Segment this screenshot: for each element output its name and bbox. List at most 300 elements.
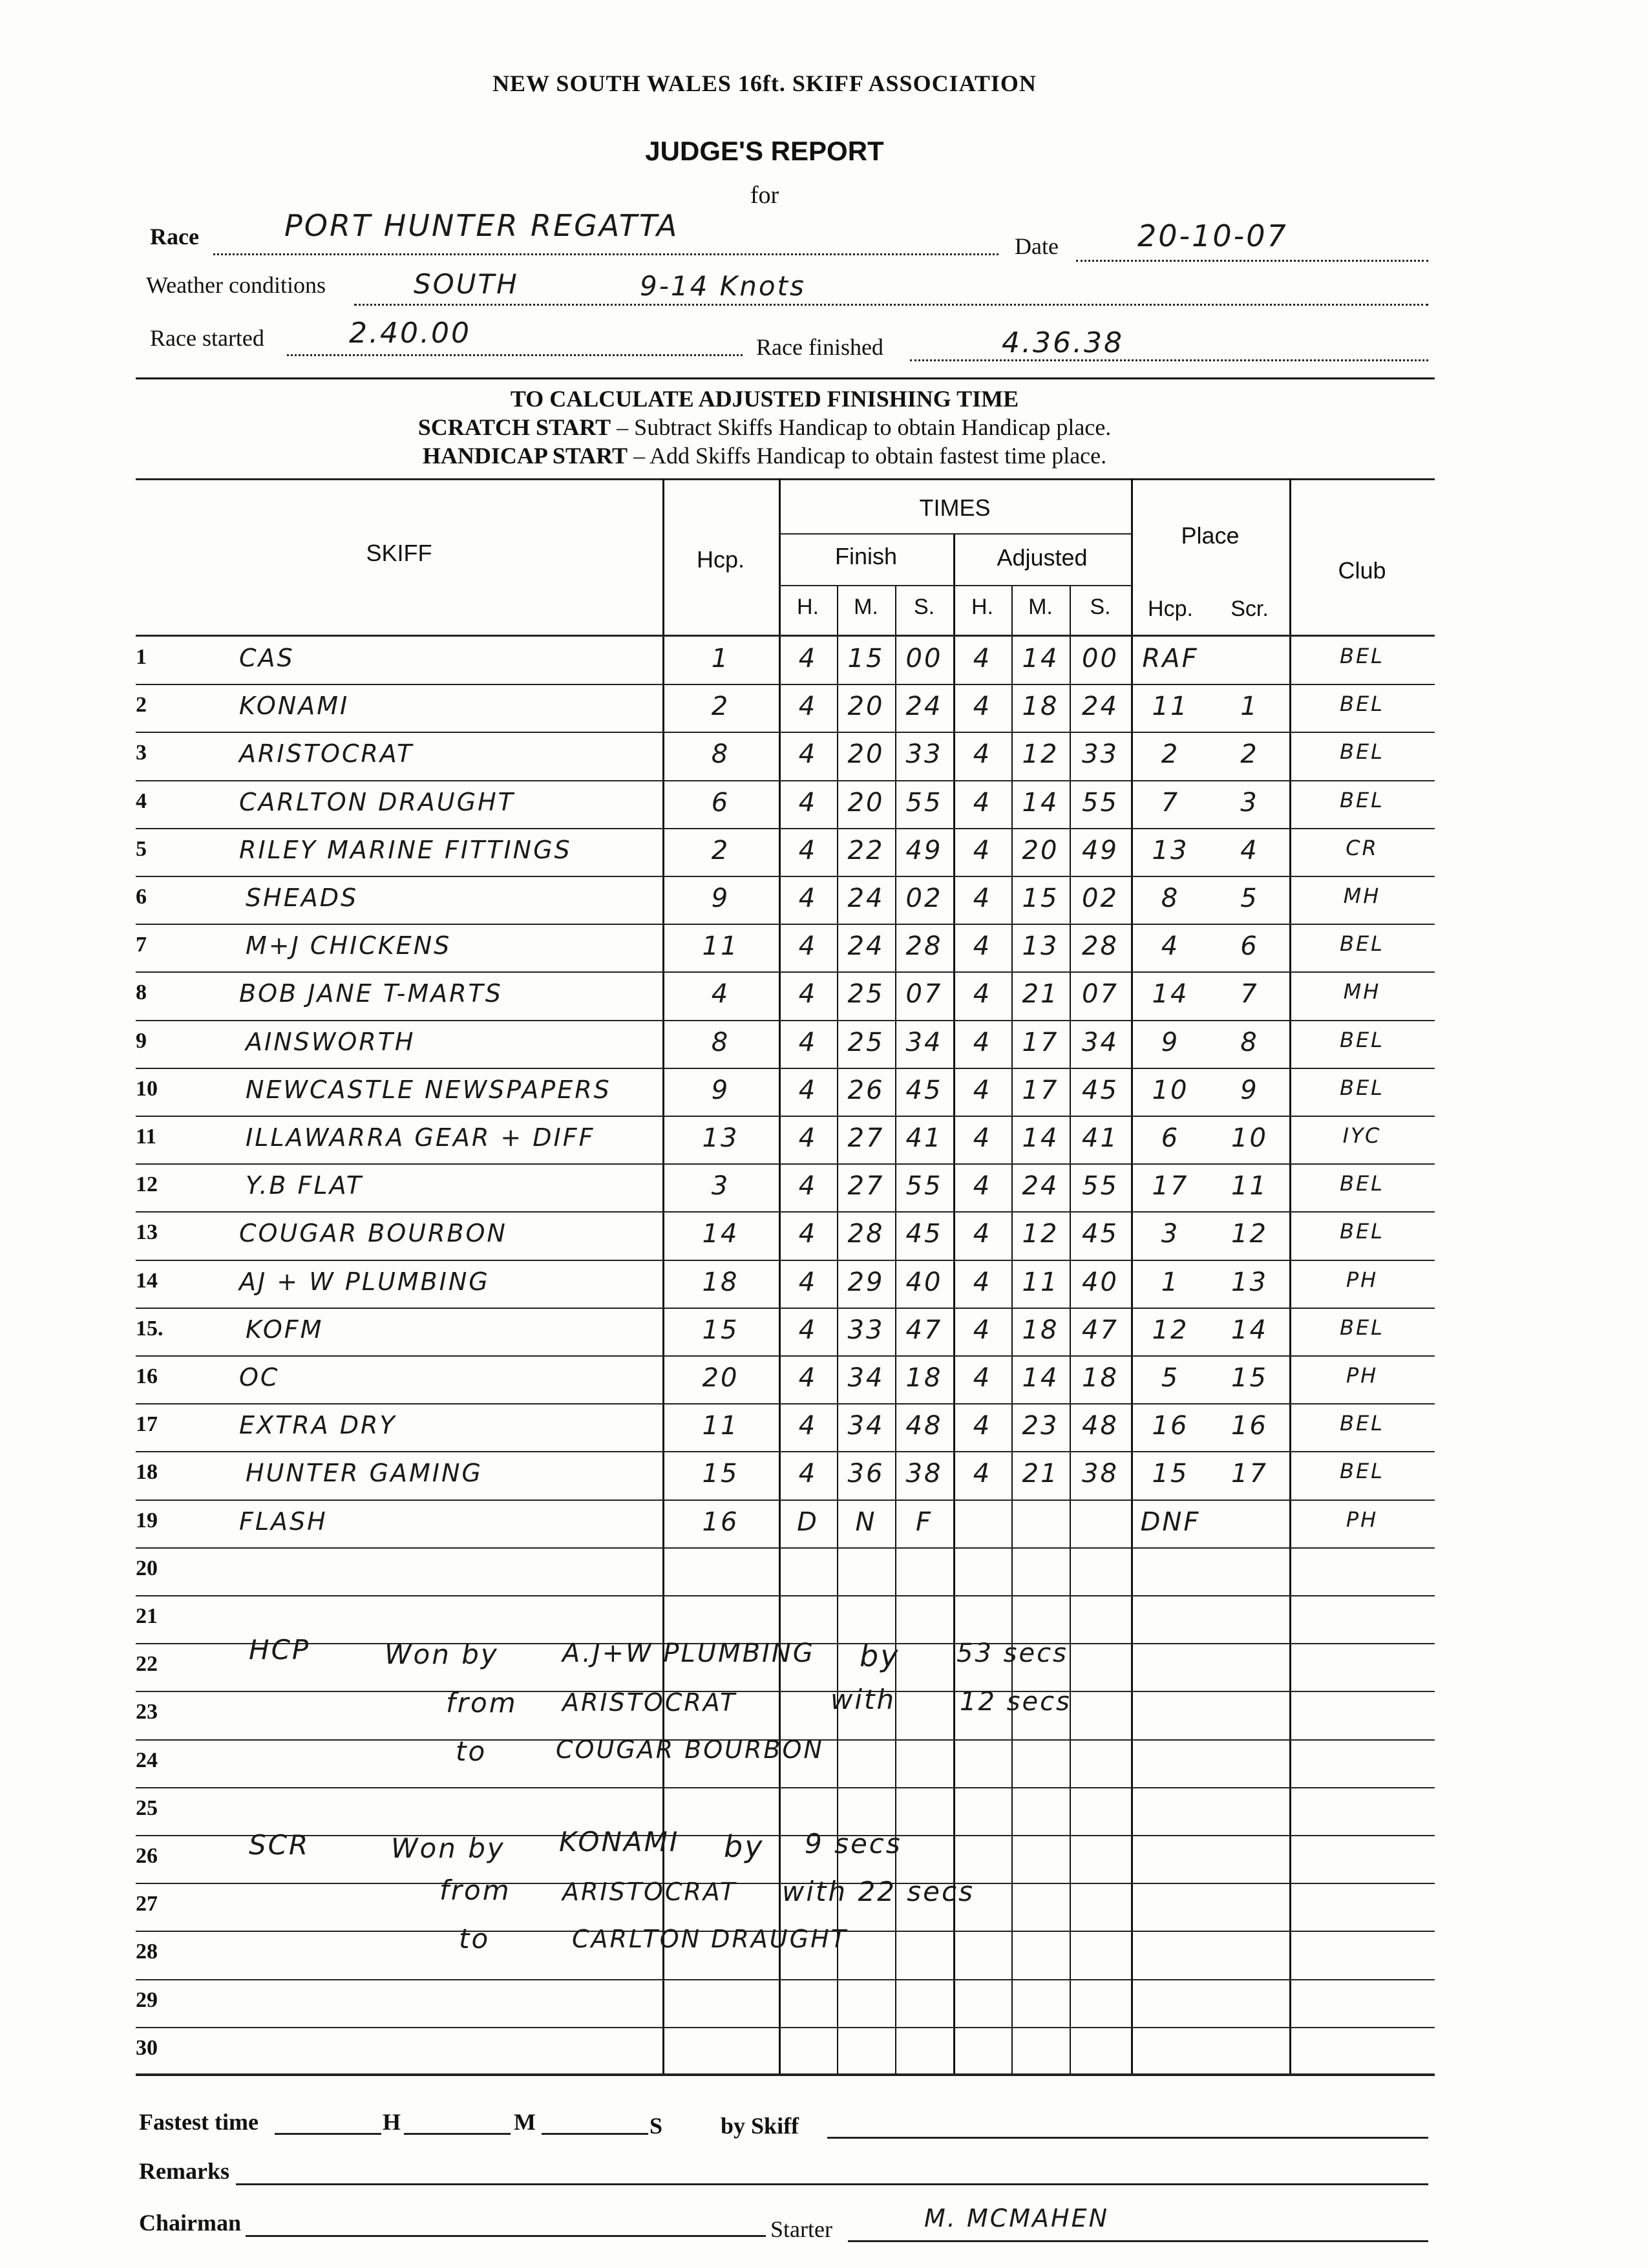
cell-ps: 15 (1231, 1363, 1268, 1393)
cell-ah: 4 (973, 1363, 992, 1393)
hcp-note-line3-a: to (456, 1735, 487, 1767)
cell-fm: 33 (847, 1315, 885, 1345)
cell-am: 15 (1022, 884, 1059, 913)
adjusted-s-header: S. (1090, 595, 1111, 619)
cell-ah: 4 (973, 1267, 992, 1297)
skiff-name: FLASH (239, 1507, 328, 1536)
cell-as: 28 (1082, 931, 1119, 961)
race-finished-value: 4.36.38 (1002, 326, 1124, 359)
cell-club: BEL (1340, 788, 1384, 812)
row-rule (136, 1020, 1435, 1021)
association-heading: NEW SOUTH WALES 16ft. SKIFF ASSOCIATION (492, 70, 1037, 96)
row-number: 9 (136, 1029, 147, 1053)
cell-club: BEL (1340, 1459, 1384, 1483)
cell-hcp: 11 (702, 931, 739, 961)
row-number: 6 (136, 885, 147, 909)
cell-fm: 34 (847, 1363, 885, 1393)
row-number: 26 (136, 1844, 158, 1868)
cell-club: BEL (1340, 1315, 1384, 1340)
cell-ps: 16 (1231, 1411, 1268, 1441)
place-scr-header: Scr. (1231, 597, 1269, 621)
row-rule (136, 1163, 1435, 1165)
cell-as: 34 (1082, 1028, 1119, 1057)
cell-ph: 14 (1152, 979, 1189, 1009)
cell-ph: 4 (1161, 931, 1180, 961)
cell-am: 23 (1022, 1411, 1059, 1441)
row-number: 27 (136, 1892, 158, 1916)
cell-club: BEL (1340, 644, 1384, 668)
cell-am: 11 (1022, 1267, 1059, 1297)
cell-ph: 1 (1161, 1267, 1180, 1297)
skiff-name: HUNTER GAMING (246, 1459, 483, 1487)
race-finished-underline (910, 359, 1428, 361)
report-title: JUDGE'S REPORT (645, 136, 884, 166)
cell-club: BEL (1340, 1411, 1384, 1436)
starter-label: Starter (770, 2216, 832, 2242)
cell-fs: 33 (905, 739, 943, 769)
row-rule (136, 1403, 1435, 1404)
cell-fm: 34 (847, 1411, 885, 1441)
cell-club: MH (1343, 979, 1381, 1004)
hcp-note-line1-a: Won by (385, 1638, 499, 1670)
cell-fs: 00 (905, 644, 943, 673)
cell-fm: N (855, 1507, 877, 1537)
row-rule (136, 1691, 1435, 1692)
scr-note-line3-a: to (459, 1923, 491, 1955)
cell-fs: 28 (905, 931, 943, 961)
col-adjusted-header: Adjusted (997, 544, 1088, 571)
cell-fm: 36 (847, 1459, 885, 1489)
skiff-name: OC (239, 1363, 280, 1392)
cell-hcp: 14 (702, 1219, 739, 1249)
scr-note-line1-a: Won by (391, 1832, 505, 1864)
cell-fh: 4 (798, 1076, 818, 1105)
row-number: 24 (136, 1748, 158, 1772)
cell-as: 18 (1082, 1363, 1119, 1393)
cell-fm: 26 (847, 1076, 885, 1105)
cell-hcp: 8 (711, 1028, 730, 1057)
cell-fm: 20 (847, 692, 885, 721)
cell-fm: 28 (847, 1219, 885, 1249)
col-times-header: TIMES (919, 494, 991, 521)
cell-ah: 4 (973, 836, 992, 865)
scratch-start-text: – Subtract Skiffs Handicap to obtain Handicap place. (611, 414, 1112, 440)
race-finished-label: Race finished (756, 334, 883, 360)
cell-fm: 25 (847, 1028, 885, 1057)
cell-fs: 48 (905, 1411, 943, 1441)
cell-hcp: 2 (711, 692, 730, 721)
cell-club: BEL (1340, 1028, 1384, 1052)
cell-club: BEL (1340, 739, 1384, 764)
handicap-start-label: HANDICAP START (422, 443, 628, 469)
cell-am: 17 (1022, 1076, 1059, 1105)
cell-fs: 41 (905, 1123, 943, 1153)
cell-fh: 4 (798, 1267, 818, 1297)
cell-ps: 9 (1240, 1076, 1259, 1105)
adjusted-m-header: M. (1028, 595, 1053, 619)
race-label: Race (150, 224, 199, 249)
row-rule (136, 1547, 1435, 1549)
cell-fh: 4 (798, 788, 818, 818)
row-rule (136, 1211, 1435, 1213)
cell-ah: 4 (973, 884, 992, 913)
cell-fh: D (797, 1507, 819, 1537)
row-rule (136, 1116, 1435, 1117)
skiff-name: RILEY MARINE FITTINGS (239, 836, 572, 864)
finish-m-header: M. (854, 595, 878, 619)
hcp-note-line2-a: from (446, 1687, 518, 1719)
cell-am: 12 (1022, 739, 1059, 769)
cell-ah: 4 (973, 979, 992, 1009)
instructions-handicap (0, 442, 1529, 469)
cell-ah: 4 (973, 1411, 992, 1441)
cell-as: 45 (1082, 1076, 1119, 1105)
skiff-name: CAS (239, 644, 295, 672)
date-underline (1076, 260, 1428, 262)
cell-hcp: 2 (711, 836, 730, 865)
cell-ps: 11 (1231, 1171, 1268, 1201)
results-table (136, 478, 1435, 2075)
row-rule (136, 1595, 1435, 1596)
cell-club: PH (1346, 1363, 1379, 1388)
cell-fs: 55 (905, 1171, 943, 1201)
cell-fh: 4 (798, 1459, 818, 1489)
cell-hcp: 18 (702, 1267, 739, 1297)
hcp-note-line1-d: 53 secs (956, 1638, 1068, 1668)
cell-ah: 4 (973, 1028, 992, 1057)
cell-hcp: 4 (711, 979, 730, 1009)
weather-underline (354, 304, 1428, 306)
header-rule (136, 377, 1435, 379)
cell-ps: 4 (1240, 836, 1259, 865)
fastest-s-label: S (650, 2113, 663, 2139)
cell-ps: 17 (1231, 1459, 1268, 1489)
row-number: 11 (136, 1125, 157, 1149)
cell-ah: 4 (973, 1076, 992, 1105)
row-rule (136, 1355, 1435, 1357)
race-started-value: 2.40.00 (349, 317, 471, 350)
cell-ph: DNF (1140, 1507, 1201, 1537)
cell-fs: 55 (905, 788, 943, 818)
skiff-name: KOFM (246, 1315, 324, 1344)
cell-club: BEL (1340, 1076, 1384, 1100)
row-rule (136, 924, 1435, 925)
cell-ah: 4 (973, 1315, 992, 1345)
cell-ps: 13 (1231, 1267, 1268, 1297)
chairman-line (246, 2235, 766, 2237)
cell-as: 38 (1082, 1459, 1119, 1489)
row-number: 10 (136, 1077, 158, 1101)
hcp-note-line2-c: with (830, 1684, 896, 1715)
cell-ps: 3 (1240, 788, 1259, 818)
row-rule (136, 2027, 1435, 2028)
skiff-name: M+J CHICKENS (246, 931, 452, 960)
place-hcp-header: Hcp. (1148, 597, 1193, 621)
scr-note-label: SCR (249, 1829, 310, 1861)
row-number: 13 (136, 1220, 158, 1244)
cell-hcp: 20 (702, 1363, 739, 1393)
cell-fh: 4 (798, 692, 818, 721)
cell-as: 41 (1082, 1123, 1119, 1153)
cell-as: 55 (1082, 788, 1119, 818)
cell-ph: 11 (1152, 692, 1189, 721)
cell-ph: 17 (1152, 1171, 1189, 1201)
fastest-s-line (542, 2133, 648, 2135)
scratch-start-label: SCRATCH START (417, 414, 611, 440)
cell-fm: 29 (847, 1267, 885, 1297)
date-value: 20-10-07 (1137, 218, 1288, 253)
hcp-note-line1-b: A.J+W PLUMBING (562, 1638, 815, 1668)
row-rule (136, 971, 1435, 973)
cell-ph: 15 (1152, 1459, 1189, 1489)
hcp-note-line2-b: ARISTOCRAT (562, 1688, 737, 1717)
cell-club: BEL (1340, 692, 1384, 716)
scr-note-line2-a: from (439, 1874, 511, 1906)
cell-ph: 16 (1152, 1411, 1189, 1441)
race-underline (213, 253, 998, 255)
skiff-name: NEWCASTLE NEWSPAPERS (246, 1076, 611, 1104)
hcp-note-label: HCP (249, 1634, 311, 1666)
cell-fh: 4 (798, 1171, 818, 1201)
cell-fm: 20 (847, 788, 885, 818)
cell-as: 45 (1082, 1219, 1119, 1249)
cell-club: BEL (1340, 1219, 1384, 1244)
cell-ph: 10 (1152, 1076, 1189, 1105)
cell-club: IYC (1342, 1123, 1382, 1148)
hcp-note-line2-d: 12 secs (960, 1687, 1072, 1717)
cell-ah: 4 (973, 931, 992, 961)
row-number: 23 (136, 1700, 158, 1724)
cell-fs: 45 (905, 1219, 943, 1249)
cell-ah: 4 (973, 1123, 992, 1153)
cell-hcp: 16 (702, 1507, 739, 1537)
row-number: 2 (136, 693, 147, 717)
row-number: 28 (136, 1940, 158, 1964)
row-rule (136, 1451, 1435, 1452)
row-rule (136, 1979, 1435, 1980)
cell-hcp: 13 (702, 1123, 739, 1153)
cell-fs: 07 (905, 979, 943, 1009)
scr-note-line2-b: ARISTOCRAT (562, 1878, 737, 1906)
cell-fm: 27 (847, 1171, 885, 1201)
skiff-name: ILLAWARRA GEAR + DIFF (246, 1123, 595, 1152)
cell-as: 02 (1082, 884, 1119, 913)
race-started-label: Race started (150, 325, 264, 351)
cell-fs: 24 (905, 692, 943, 721)
cell-club: PH (1346, 1507, 1379, 1532)
fastest-m-label: M (514, 2109, 536, 2135)
cell-fh: 4 (798, 1123, 818, 1153)
cell-club: CR (1346, 836, 1379, 860)
scr-note-line3-b: CARLTON DRAUGHT (572, 1925, 848, 1953)
finish-s-header: S. (913, 595, 935, 619)
skiff-name: EXTRA DRY (239, 1411, 397, 1439)
cell-ah: 4 (973, 788, 992, 818)
cell-fs: 47 (905, 1315, 943, 1345)
row-number: 17 (136, 1412, 158, 1436)
cell-am: 14 (1022, 1363, 1059, 1393)
scr-note-line1-b: KONAMI (559, 1826, 680, 1858)
cell-ph: 2 (1161, 739, 1180, 769)
row-rule (136, 876, 1435, 877)
cell-fs: 45 (905, 1076, 943, 1105)
cell-hcp: 15 (702, 1315, 739, 1345)
cell-am: 18 (1022, 1315, 1059, 1345)
cell-as: 00 (1082, 644, 1119, 673)
cell-as: 07 (1082, 979, 1119, 1009)
cell-club: BEL (1340, 1171, 1384, 1196)
cell-fh: 4 (798, 979, 818, 1009)
starter-line (848, 2240, 1428, 2242)
cell-fh: 4 (798, 1219, 818, 1249)
cell-fs: 18 (905, 1363, 943, 1393)
row-number: 29 (136, 1988, 158, 2012)
cell-am: 14 (1022, 1123, 1059, 1153)
cell-ps: 14 (1231, 1315, 1268, 1345)
cell-am: 14 (1022, 644, 1059, 673)
cell-am: 12 (1022, 1219, 1059, 1249)
col-finish-header: Finish (834, 543, 898, 569)
hms-sub-rule (779, 585, 1131, 586)
hcp-note-line1-c: by (860, 1638, 900, 1673)
skiff-name: BOB JANE T-MARTS (239, 979, 503, 1008)
cell-ps: 12 (1231, 1219, 1268, 1249)
cell-ah: 4 (973, 1219, 992, 1249)
cell-ph: 7 (1161, 788, 1180, 818)
by-skiff-line (827, 2137, 1428, 2139)
cell-fm: 24 (847, 931, 885, 961)
cell-fh: 4 (798, 644, 818, 673)
cell-ph: 6 (1161, 1123, 1180, 1153)
cell-ps: 10 (1231, 1123, 1268, 1153)
race-value: PORT HUNTER REGATTA (284, 208, 679, 243)
cell-club: MH (1343, 884, 1381, 908)
cell-ps: 2 (1240, 739, 1259, 769)
cell-ah: 4 (973, 644, 992, 673)
col-skiff-header: SKIFF (366, 540, 432, 566)
skiff-name: CARLTON DRAUGHT (239, 788, 515, 816)
cell-ph: 8 (1161, 884, 1180, 913)
cell-ah: 4 (973, 692, 992, 721)
cell-fs: 40 (905, 1267, 943, 1297)
cell-hcp: 1 (711, 644, 730, 673)
instructions-title: TO CALCULATE ADJUSTED FINISHING TIME (510, 386, 1019, 412)
skiff-name: COUGAR BOURBON (239, 1219, 507, 1247)
cell-as: 33 (1082, 739, 1119, 769)
cell-hcp: 15 (702, 1459, 739, 1489)
cell-club: PH (1346, 1267, 1379, 1292)
remarks-line (236, 2183, 1428, 2185)
cell-ph: 13 (1152, 836, 1189, 865)
cell-ps: 5 (1240, 884, 1259, 913)
row-rule (136, 1835, 1435, 1836)
cell-fh: 4 (798, 884, 818, 913)
row-rule (136, 1308, 1435, 1309)
row-number: 3 (136, 741, 147, 765)
weather-value-2: 9-14 Knots (640, 270, 806, 302)
row-number: 25 (136, 1796, 158, 1820)
instructions-scratch (0, 414, 1529, 441)
row-number: 30 (136, 2036, 158, 2060)
scr-note-line1-d: 9 secs (805, 1828, 902, 1860)
cell-am: 18 (1022, 692, 1059, 721)
row-rule (136, 780, 1435, 781)
row-rule (136, 1787, 1435, 1788)
row-number: 15. (136, 1317, 164, 1341)
cell-am: 14 (1022, 788, 1059, 818)
cell-fs: 02 (905, 884, 943, 913)
cell-hcp: 8 (711, 739, 730, 769)
cell-fs: F (915, 1507, 933, 1537)
skiff-name: SHEADS (246, 884, 359, 912)
cell-as: 47 (1082, 1315, 1119, 1345)
cell-ps: 8 (1240, 1028, 1259, 1057)
cell-hcp: 9 (711, 1076, 730, 1105)
cell-am: 17 (1022, 1028, 1059, 1057)
handicap-start-text: – Add Skiffs Handicap to obtain fastest time place. (627, 443, 1107, 469)
table-bottom-rule (136, 2073, 1435, 2075)
hcp-note-line3-b: COUGAR BOURBON (556, 1735, 824, 1764)
remarks-label: Remarks (139, 2158, 229, 2184)
row-number: 20 (136, 1556, 158, 1580)
fastest-m-line (404, 2133, 511, 2135)
cell-am: 21 (1022, 979, 1059, 1009)
cell-fh: 4 (798, 836, 818, 865)
row-number: 1 (136, 645, 147, 669)
cell-hcp: 3 (711, 1171, 730, 1201)
cell-as: 48 (1082, 1411, 1119, 1441)
row-number: 22 (136, 1652, 158, 1676)
fastest-time-label: Fastest time (139, 2109, 259, 2135)
cell-ph: 9 (1161, 1028, 1180, 1057)
cell-as: 40 (1082, 1267, 1119, 1297)
row-rule (136, 684, 1435, 685)
cell-fs: 49 (905, 836, 943, 865)
cell-am: 21 (1022, 1459, 1059, 1489)
row-number: 16 (136, 1364, 158, 1388)
cell-fm: 20 (847, 739, 885, 769)
cell-fh: 4 (798, 1363, 818, 1393)
cell-hcp: 11 (702, 1411, 739, 1441)
weather-label: Weather conditions (146, 272, 326, 298)
row-rule (136, 1260, 1435, 1261)
date-label: Date (1015, 233, 1059, 259)
cell-fh: 4 (798, 739, 818, 769)
cell-fm: 27 (847, 1123, 885, 1153)
finish-h-header: H. (797, 595, 819, 619)
row-rule (136, 732, 1435, 733)
cell-ph: 5 (1161, 1363, 1180, 1393)
scr-note-line1-c: by (724, 1829, 765, 1864)
cell-fh: 4 (798, 931, 818, 961)
cell-ps: 7 (1240, 979, 1259, 1009)
cell-club: BEL (1340, 931, 1384, 956)
cell-fh: 4 (798, 1315, 818, 1345)
cell-am: 13 (1022, 931, 1059, 961)
cell-ps: 1 (1240, 692, 1259, 721)
col-hcp-header: Hcp. (696, 546, 745, 573)
row-number: 14 (136, 1269, 158, 1293)
cell-as: 24 (1082, 692, 1119, 721)
table-top-rule (136, 478, 1435, 480)
fastest-h-line (275, 2133, 381, 2135)
cell-fs: 38 (905, 1459, 943, 1489)
row-number: 18 (136, 1460, 158, 1484)
race-started-underline (287, 354, 743, 356)
cell-fm: 25 (847, 979, 885, 1009)
cell-ph: 12 (1152, 1315, 1189, 1345)
row-rule (136, 1068, 1435, 1069)
